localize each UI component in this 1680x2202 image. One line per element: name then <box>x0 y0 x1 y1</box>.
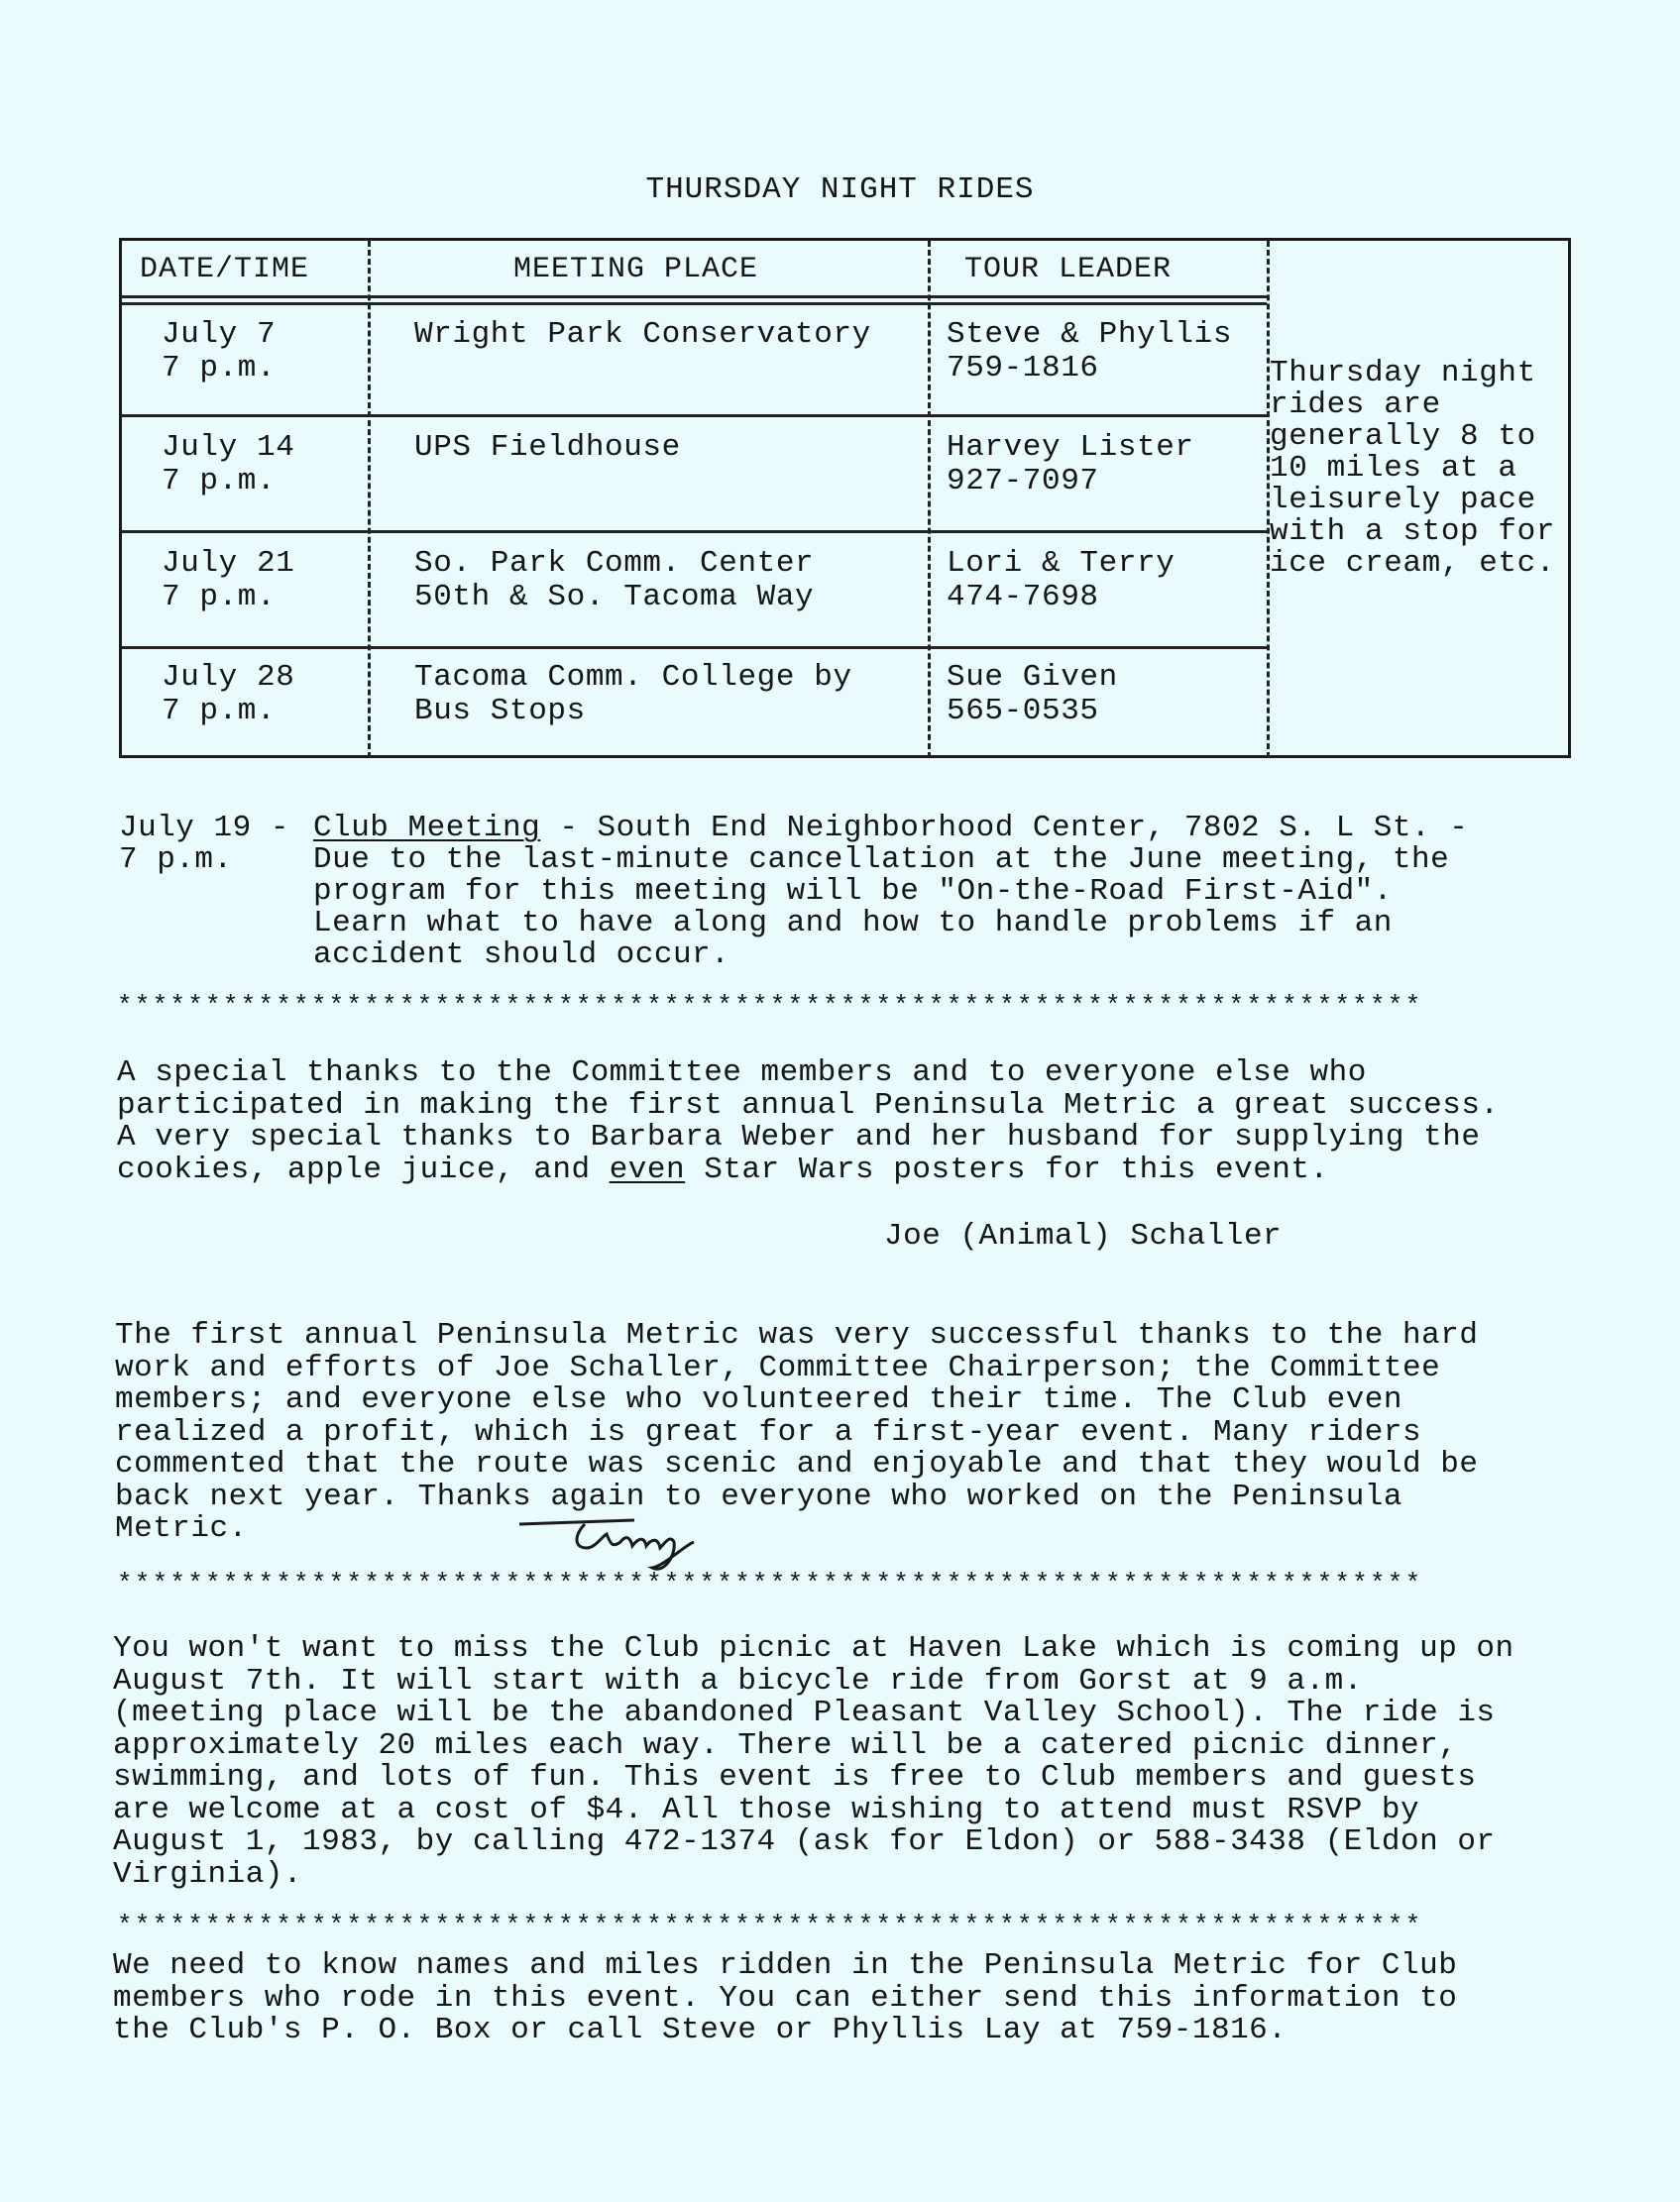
note-line: rides are <box>1270 387 1441 422</box>
text-line: swimming, and lots of fun. This event is free to Club members and guests <box>113 1760 1477 1795</box>
row-time: 7 p.m. <box>162 351 277 385</box>
note-line: with a stop for <box>1270 514 1556 549</box>
text-line: members; and everyone else who volunteered their time. The Club even <box>115 1382 1403 1417</box>
note-line: 10 miles at a <box>1270 451 1517 486</box>
text-line: back next year. Thanks again to everyone who worked on the Peninsula <box>115 1479 1403 1514</box>
meeting-text-line: program for this meeting will be "On-the-Road First-Aid". <box>313 874 1393 909</box>
header-meeting-place: MEETING PLACE <box>513 253 759 286</box>
meeting-text-line: Due to the last-minute cancellation at the June meeting, the <box>313 842 1450 877</box>
note-line: generally 8 to <box>1270 419 1536 454</box>
row-leader: Lori & Terry <box>947 546 1176 581</box>
row-place: Tacoma Comm. College by <box>414 660 852 695</box>
page-title: THURSDAY NIGHT RIDES <box>645 172 1035 207</box>
text-line: A special thanks to the Committee members and to everyone else who <box>117 1055 1367 1090</box>
row-date: July 7 <box>162 317 277 352</box>
header-date-time: DATE/TIME <box>140 253 310 286</box>
picnic-paragraph <box>113 1633 1514 1891</box>
row-leader: Harvey Lister <box>947 430 1194 465</box>
row-time: 7 p.m. <box>162 580 277 614</box>
meeting-location: - South End Neighborhood Center, 7802 S. L St. - <box>540 811 1469 845</box>
text-line: commented that the route was scenic and enjoyable and that they would be <box>115 1447 1479 1482</box>
separator: ************************************************************************** <box>117 991 1423 1021</box>
row-place-line2: Bus Stops <box>414 694 586 728</box>
divider <box>122 295 1267 298</box>
metric-paragraph <box>115 1320 1478 1546</box>
header-tour-leader: TOUR LEADER <box>964 253 1173 286</box>
row-phone: 759-1816 <box>947 351 1099 385</box>
separator: ************************************************************************** <box>117 1569 1423 1598</box>
text-line: August 1, 1983, by calling 472-1374 (ask for Eldon) or 588-3438 (Eldon or <box>113 1824 1496 1859</box>
row-leader: Sue Given <box>947 660 1118 695</box>
note-line: Thursday night <box>1270 356 1536 390</box>
divider <box>122 302 1267 305</box>
row-place: So. Park Comm. Center <box>414 546 815 581</box>
text-line: We need to know names and miles ridden in the Peninsula Metric for Club <box>113 1948 1458 1983</box>
divider <box>368 241 371 758</box>
row-phone: 565-0535 <box>947 694 1099 728</box>
text-part: Star Wars posters for this event. <box>685 1152 1329 1187</box>
meeting-date: July 19 - <box>119 811 289 845</box>
text-part: cookies, apple juice, and <box>117 1152 610 1187</box>
text-line: You won't want to miss the Club picnic at Haven Lake which is coming up on <box>113 1631 1514 1666</box>
meeting-line <box>313 813 1468 844</box>
text-line: are welcome at a cost of $4. All those wishing to attend must RSVP by <box>113 1792 1420 1827</box>
meeting-label: Club Meeting <box>313 811 541 845</box>
row-leader: Steve & Phyllis <box>947 317 1233 352</box>
divider <box>928 241 931 758</box>
text-line: work and efforts of Joe Schaller, Committee Chairperson; the Committee <box>115 1350 1441 1385</box>
separator: ************************************************************************** <box>117 1911 1423 1940</box>
row-phone: 927-7097 <box>947 464 1099 498</box>
divider <box>122 646 1267 649</box>
row-date: July 28 <box>162 660 295 695</box>
row-place-line2: 50th & So. Tacoma Way <box>414 580 815 614</box>
meeting-time: 7 p.m. <box>119 842 233 877</box>
row-date: July 21 <box>162 546 295 581</box>
row-time: 7 p.m. <box>162 464 277 498</box>
row-phone: 474-7698 <box>947 580 1099 614</box>
text-line: The first annual Peninsula Metric was very successful thanks to the hard <box>115 1318 1479 1353</box>
text-line <box>117 1152 1500 1187</box>
row-place: UPS Fieldhouse <box>414 430 681 465</box>
meeting-text-line: Learn what to have along and how to handle problems if an <box>313 906 1393 940</box>
text-line: August 7th. It will start with a bicycle ride from Gorst at 9 a.m. <box>113 1663 1363 1699</box>
rides-note <box>1270 358 1572 580</box>
row-time: 7 p.m. <box>162 694 277 728</box>
divider <box>122 414 1267 417</box>
thanks-signature: Joe (Animal) Schaller <box>884 1219 1283 1254</box>
text-line: realized a profit, which is great for a first-year event. Many riders <box>115 1414 1422 1450</box>
text-line: participated in making the first annual Peninsula Metric a great success. <box>117 1087 1500 1123</box>
thanks-paragraph <box>117 1057 1500 1186</box>
text-line: approximately 20 miles each way. There will be a catered picnic dinner, <box>113 1727 1458 1763</box>
text-line: (meeting place will be the abandoned Pleasant Valley School). The ride is <box>113 1696 1496 1730</box>
emphasis: even <box>609 1152 686 1187</box>
note-line: leisurely pace <box>1270 483 1536 517</box>
text-line: A very special thanks to Barbara Weber and her husband for supplying the <box>117 1120 1481 1155</box>
text-line: Metric. <box>115 1511 248 1546</box>
text-line: Virginia). <box>113 1856 303 1892</box>
schedule-table <box>119 238 1571 758</box>
text-line: the Club's P. O. Box or call Steve or Phyllis Lay at 759-1816. <box>113 2013 1288 2047</box>
note-line: ice cream, etc. <box>1270 546 1556 581</box>
names-paragraph <box>113 1950 1457 2047</box>
divider <box>122 530 1267 533</box>
meeting-text-line: accident should occur. <box>313 937 730 972</box>
row-place: Wright Park Conservatory <box>414 317 871 352</box>
row-date: July 14 <box>162 430 295 465</box>
text-line: members who rode in this event. You can either send this information to <box>113 1980 1458 2016</box>
